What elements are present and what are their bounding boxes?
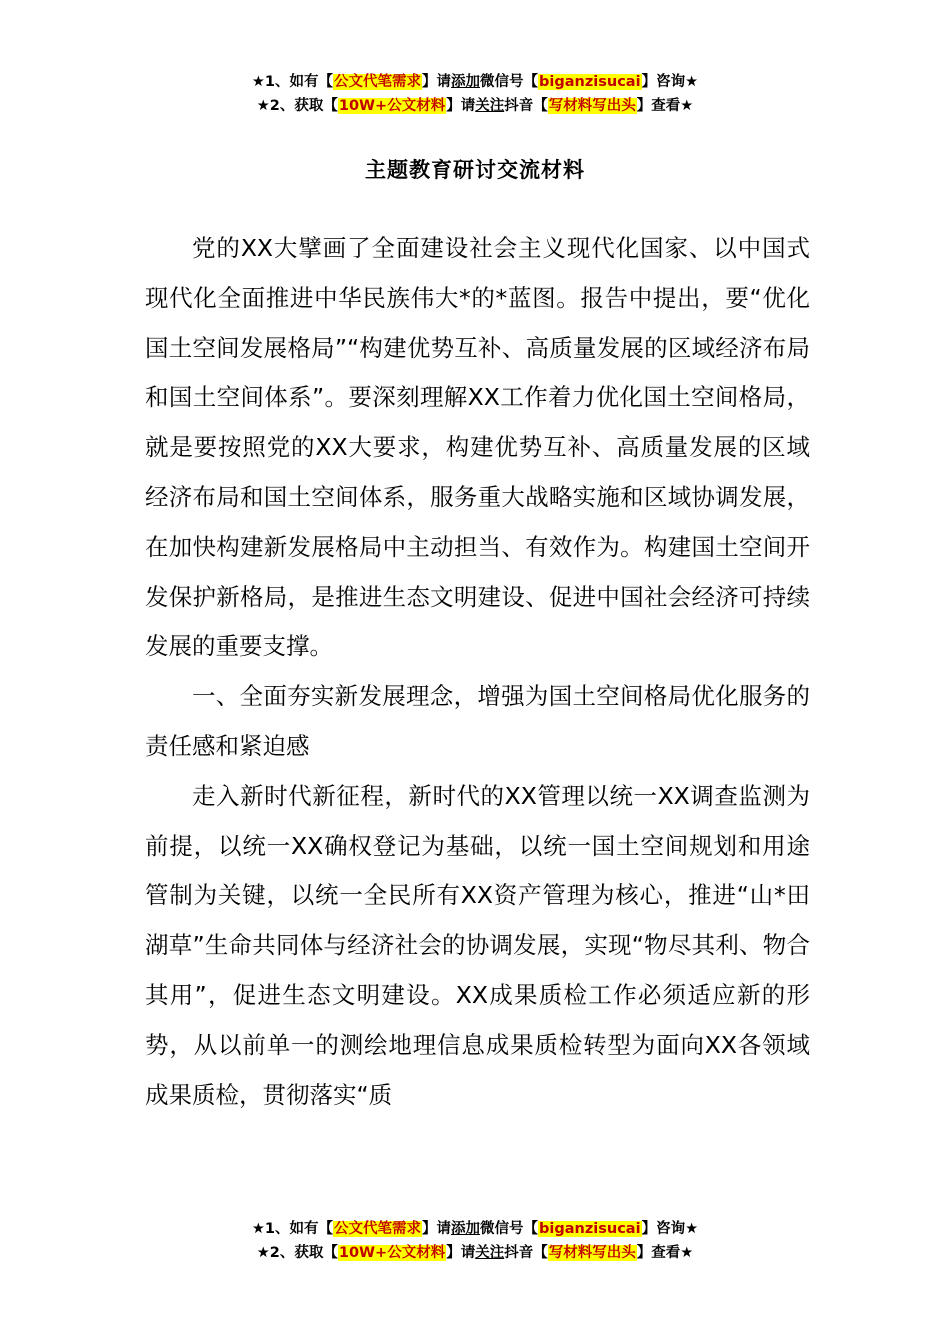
banner-text: ★2、获取【 [256,98,338,114]
section-heading-1: 一、全面夯实新发展理念，增强为国土空间格局优化服务的责任感和紧迫感 [145,682,810,760]
banner-text: 】查看★ [636,1245,694,1261]
banner-text: 】请 [446,98,476,114]
banner-text: 】请 [422,1221,452,1237]
banner-underline: 关注 [475,1245,505,1261]
banner-highlight: 写材料写出头 [548,98,636,114]
header-banner [0,70,950,118]
paragraph-intro: 党的XX大擘画了全面建设社会主义现代化国家、以中国式现代化全面推进中华民族伟大*的*蓝图。报告中提出，要“优化国土空间发展格局”“构建优势互补、高质量发展的区域经济布局和国土空间体系”。要深刻理解XX工作着力优化国土空间格局，就是要按照党的XX大要求，构建优势互补、高质量发展的区域经济布局和国土空间体系，服务重大战略实施和区域协调发展，在加快构建新发展格局中主动担当、有效作为。构建国土空间开发保护新格局，是推进生态文明建设、促进中国社会经济可持续发展的重要支撑。 [145,234,810,661]
paragraph-section-1: 走入新时代新征程，新时代的XX管理以统一XX调查监测为前提，以统一XX确权登记为基础，以统一国土空间规划和用途管制为关键，以统一全民所有XX资产管理为核心，推进“山*田湖草”生命共同体与经济社会的协调发展，实现“物尽其利、物合其用”，促进生态文明建设。XX成果质检工作必须适应新的形势，从以前单一的测绘地理信息成果质检转型为面向XX各领域成果质检，贯彻落实“质 [145,781,810,1109]
banner-text: ★2、获取【 [256,1245,338,1261]
banner-highlight: 10W+公文材料 [338,1245,446,1261]
banner-text: 微信号【 [480,1221,539,1237]
banner-highlight: biganzisucai [539,1221,641,1237]
header-banner-line-1 [0,70,950,94]
banner-text: 抖音【 [504,1245,548,1261]
banner-highlight: 写材料写出头 [548,1245,636,1261]
footer-banner-line-2 [0,1241,950,1265]
footer-banner-line-1 [0,1217,950,1241]
header-banner-line-2 [0,94,950,118]
document-body [145,224,810,1120]
banner-highlight: 公文代笔需求 [334,74,422,90]
banner-text: 】查看★ [636,98,694,114]
banner-highlight: 公文代笔需求 [334,1221,422,1237]
footer-banner [0,1217,950,1265]
banner-underline: 添加 [451,74,481,90]
document-title: 主题教育研讨交流材料 [365,158,585,182]
banner-underline: 关注 [475,98,505,114]
banner-text: 】咨询★ [641,1221,699,1237]
banner-highlight: 10W+公文材料 [338,98,446,114]
banner-text: 】咨询★ [641,74,699,90]
banner-text: ★1、如有【 [251,1221,334,1237]
banner-highlight: biganzisucai [539,74,641,90]
banner-text: 抖音【 [504,98,548,114]
banner-underline: 添加 [451,1221,481,1237]
banner-text: ★1、如有【 [251,74,334,90]
banner-text: 】请 [422,74,452,90]
banner-text: 】请 [446,1245,476,1261]
banner-text: 微信号【 [480,74,539,90]
